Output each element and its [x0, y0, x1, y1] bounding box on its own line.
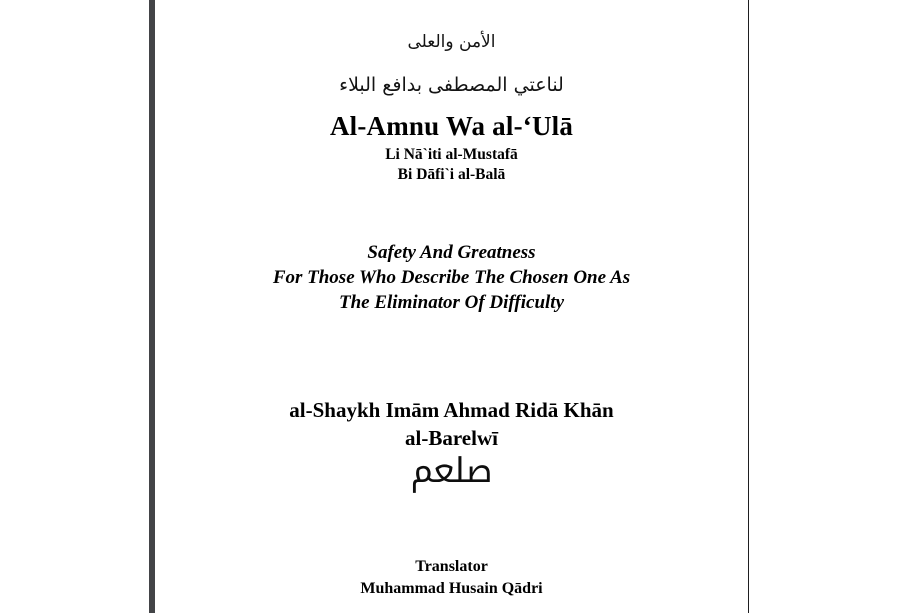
page-title: Al-Amnu Wa al-‘Ulā	[329, 111, 574, 141]
honorific-ligature-icon: ﷵ	[410, 451, 493, 491]
page-sheet	[155, 0, 748, 613]
english-title-line-2: For Those Who Describe The Chosen One As	[272, 267, 631, 288]
english-title-block	[155, 240, 748, 315]
translator-label: Translator	[415, 558, 488, 575]
author-name-line-1: al-Shaykh Imām Ahmad Ridā Khān	[289, 398, 614, 422]
translator-block	[155, 556, 748, 600]
arabic-title-line-1: الأمن والعلى	[407, 32, 496, 52]
author-name	[155, 396, 748, 452]
page-edge-rule	[748, 0, 749, 613]
arabic-title-line-2: لناعتي المصطفى بدافع البلاء	[339, 74, 564, 96]
author-name-line-2: al-Barelwī	[405, 426, 498, 450]
english-title-line-1: Safety And Greatness	[367, 242, 536, 263]
transliteration-subtitle-line-1: Li Nā`iti al-Mustafā	[385, 146, 518, 163]
english-title-line-3: The Eliminator Of Difficulty	[338, 292, 564, 313]
translator-name: Muhammad Husain Qādri	[360, 580, 543, 597]
transliteration-subtitle	[155, 145, 748, 185]
transliteration-subtitle-line-2: Bi Dāfi`i al-Balā	[397, 166, 506, 183]
